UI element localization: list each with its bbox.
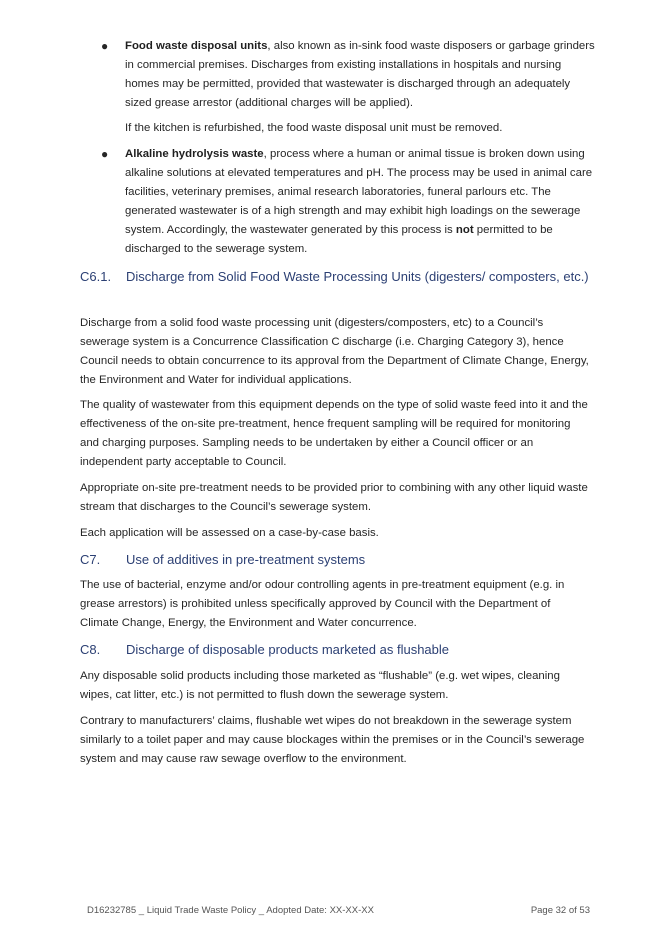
bullet-text: , also known as in-sink food waste disposers or garbage grinders in commercial premises. Discharges from existing installations in hospitals and nursing homes may be permitted, provided that wastewater is discharged through an adequately sized grease arrestor (additional charges will be applied).	[125, 40, 595, 109]
total-pages: 53	[579, 905, 590, 916]
bullet-term: Food waste disposal units	[125, 40, 268, 52]
paragraph: Appropriate on-site pre-treatment needs to be provided prior to combining with any other liquid waste stream that discharges to the Council’s sewerage system.	[80, 482, 588, 513]
bullet-item-alkaline-hydrolysis	[125, 145, 595, 259]
section-number: C6.1.	[80, 269, 112, 284]
section-title: Discharge from Solid Food Waste Processing Units (digesters/ composters, etc.)	[126, 269, 589, 284]
section-title: Use of additives in pre-treatment systems	[126, 552, 366, 567]
of-label: of	[566, 905, 580, 916]
bullet-marker: ●	[101, 39, 109, 53]
section-number: C8.	[80, 642, 101, 657]
bullet-text-end: permitted to be discharged to the sewerage system.	[125, 224, 553, 255]
footer-document-info: D16232785 _ Liquid Trade Waste Policy _ Adopted Date: XX-XX-XX	[87, 905, 374, 916]
paragraph: The quality of wastewater from this equipment depends on the type of solid waste feed into it and the effectiveness of the on-site pre-treatment, hence frequent sampling will be required for monitoring and charging purposes. Sampling needs to be undertaken by either a Council officer or an independent party acceptable to Council.	[80, 399, 588, 468]
section-number: C7.	[80, 552, 101, 567]
bullet-text: , process where a human or animal tissue is broken down using alkaline solutions at elevated temperatures and pH. The process may be used in animal care facilities, veterinary premises, animal research laboratories, funeral parlours etc. The generated wastewater is of a high strength and may exhibit high loadings on the sewerage system. Accordingly, the wastewater generated by this process is	[125, 148, 593, 236]
current-page: 32	[555, 905, 567, 916]
bullet-term: Alkaline hydrolysis waste	[125, 148, 264, 160]
footer-page-number	[531, 904, 590, 918]
bullet-item-food-waste	[125, 37, 595, 113]
bullet-note: If the kitchen is refurbished, the food waste disposal unit must be removed.	[125, 122, 503, 134]
emphasis-not: not	[455, 224, 474, 236]
page-label: Page	[530, 905, 556, 916]
paragraph: The use of bacterial, enzyme and/or odour controlling agents in pre-treatment equipment (e.g. in grease arrestors) is prohibited unless specifically approved by Council with the Department of Climate Change, Energy, the Environment and Water concurrence.	[80, 579, 565, 629]
bullet-marker: ●	[101, 147, 109, 161]
paragraph: Each application will be assessed on a case-by-case basis.	[80, 527, 379, 539]
paragraph: Contrary to manufacturers’ claims, flushable wet wipes do not breakdown in the sewerage system similarly to a toilet paper and may cause blockages within the premises or in the Council’s sewerage system and may cause raw sewage overflow to the environment.	[80, 715, 585, 765]
paragraph: Discharge from a solid food waste processing unit (digesters/composters, etc) to a Council’s sewerage system is a Concurrence Classification C discharge (i.e. Charging Category 3), hence Council needs to obtain concurrence to its approval from the Department of Climate Change, Energy, the Environment and Water for individual applications.	[80, 317, 589, 386]
paragraph: Any disposable solid products including those marketed as “flushable” (e.g. wet wipes, cleaning wipes, cat litter, etc.) is not permitted to flush down the sewerage system.	[80, 670, 560, 701]
section-title: Discharge of disposable products marketed as flushable	[126, 642, 450, 657]
